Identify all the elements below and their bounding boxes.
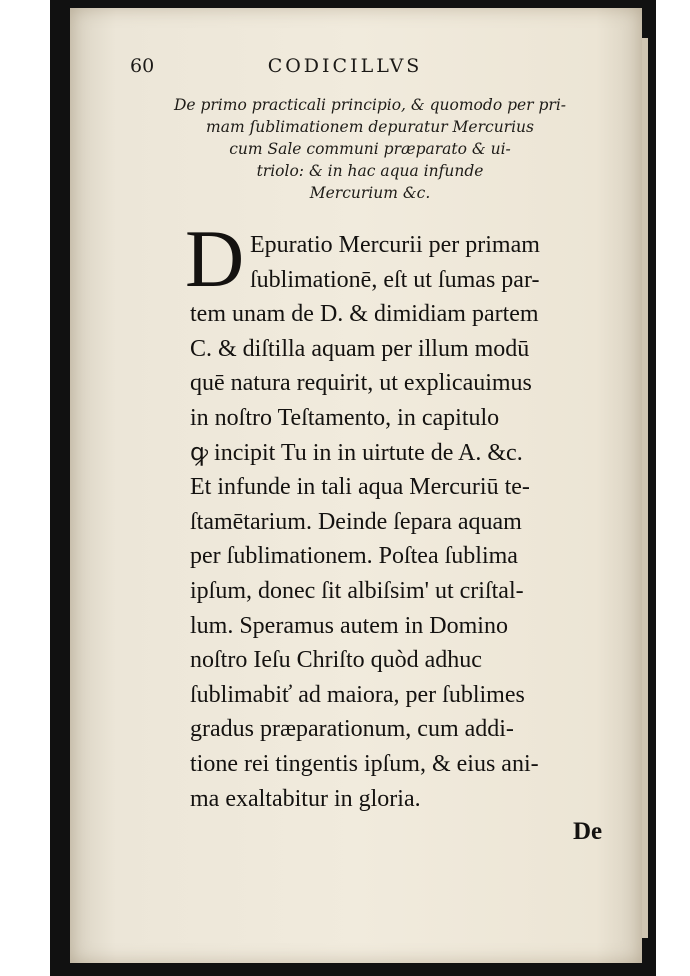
text-line: Epuratio Mercurii per primam <box>250 232 540 258</box>
text-line: ſtamētarium. Deinde ſepara aquam <box>190 508 522 535</box>
page-number: 60 <box>130 55 155 77</box>
text-line: lum. Speramus autem in Domino <box>190 612 508 639</box>
text-line: ſublimabiť ad maiora, per ſublimes <box>190 681 525 708</box>
text-line: Et infunde in tali aqua Mercuriū te- <box>190 474 530 501</box>
text-line: in noſtro Teſtamento, in capitulo <box>190 404 500 431</box>
drop-capital: D <box>185 213 245 304</box>
text-line: ſublimationē, eſt ut ſumas par- <box>250 266 540 293</box>
text-line: ma exaltabitur in gloria. <box>190 785 421 812</box>
rubric-line: cum Sale communi præparato & ui- <box>229 140 511 158</box>
rubric-line: De primo practicali principio, & quomodo per pri- <box>173 96 567 114</box>
rubric-line: Mercurium &c. <box>309 184 431 202</box>
text-line: C. & diſtilla aquam per illum modū <box>190 335 530 362</box>
text-line: per ſublimationem. Poſtea ſublima <box>190 543 518 570</box>
text-line: ꝙ incipit Tu in in uirtute de A. &c. <box>190 439 523 466</box>
text-line: gradus præparationum, cum addi- <box>190 716 514 743</box>
text-line: tem unam de D. & dimidiam partem <box>190 301 539 328</box>
catchword: De <box>573 818 603 845</box>
body-text <box>190 228 620 816</box>
page-header <box>130 55 560 85</box>
text-line: tione rei tingentis ipſum, & eius ani- <box>190 750 539 777</box>
rubric-line: triolo: & in hac aqua infunde <box>256 162 484 180</box>
text-line: noſtro Ieſu Chriſto quòd adhuc <box>190 647 482 674</box>
text-line: ipſum, donec ſit albiſsim' ut criſtal- <box>190 577 524 604</box>
page-edge <box>642 38 648 938</box>
text-line: quē natura requirit, ut explicauimus <box>190 370 532 397</box>
rubric-line: mam ſublimationem depuratur Mercurius <box>206 118 534 136</box>
running-title: CODICILLVS <box>267 55 423 77</box>
chapter-rubric <box>130 94 610 204</box>
